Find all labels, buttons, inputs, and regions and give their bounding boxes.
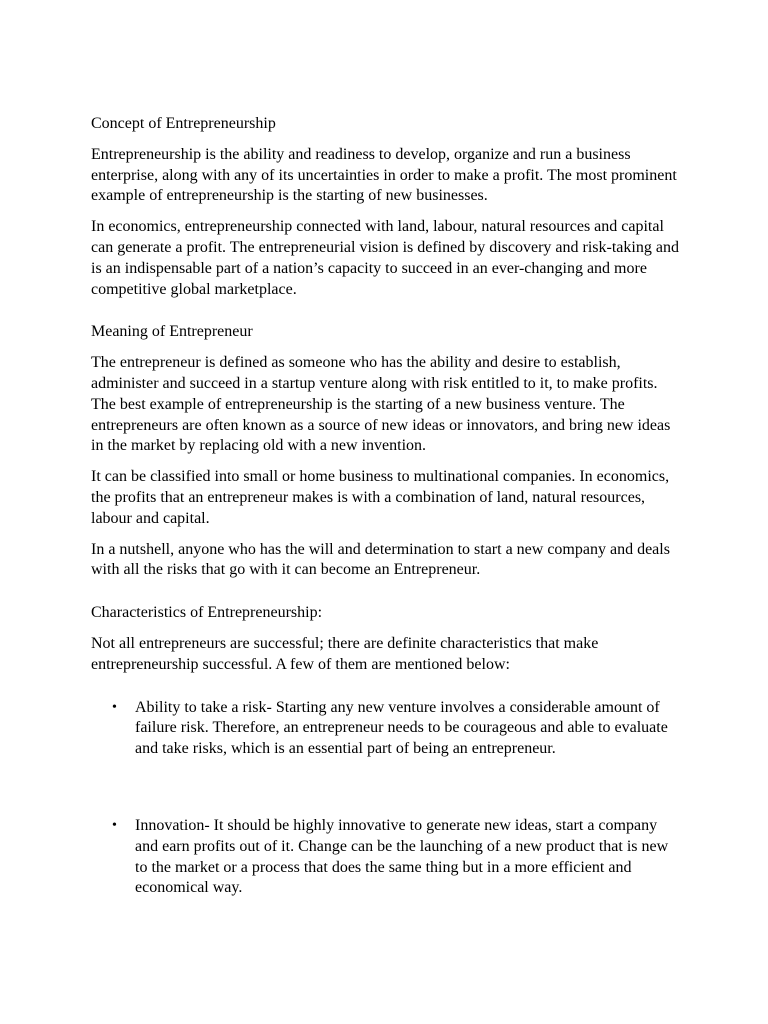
concept-paragraph-1: Entrepreneurship is the ability and readiness to develop, organize and run a business enterprise, along with any of its uncertainties in order to make a profit. The most prominent example of entrepreneurship is the starting of new businesses. bbox=[91, 145, 677, 205]
characteristics-heading: Characteristics of Entrepreneurship: bbox=[91, 604, 323, 622]
meaning-paragraph-1: The entrepreneur is defined as someone who has the ability and desire to establish, administer and succeed in a startup venture along with risk entitled to it, to make profits. The best example of entrepreneurship is the starting of a new business venture. The entrepreneurs are often known as a source of new ideas or innovators, and bring new ideas in the market by replacing old with a new invention. bbox=[91, 354, 671, 455]
meaning-heading: Meaning of Entrepreneur bbox=[91, 323, 253, 341]
characteristics-list bbox=[91, 698, 679, 900]
bullet-icon: • bbox=[112, 817, 117, 833]
list-item-text: Innovation- It should be highly innovative to generate new ideas, start a company and earn profits out of it. Change can be the launching of a new product that is new to the market or a process that does the same thing but in a more efficient and economical way. bbox=[135, 816, 669, 897]
bullet-icon: • bbox=[112, 699, 117, 715]
list-item-text: Ability to take a risk- Starting any new venture involves a considerable amount of failure risk. Therefore, an entrepreneur needs to be courageous and able to evaluate and take risks, which is an essential part of being an entrepreneur. bbox=[135, 698, 668, 758]
concept-heading: Concept of Entrepreneurship bbox=[91, 115, 276, 132]
characteristics-intro: Not all entrepreneurs are successful; there are definite characteristics that make entrepreneurship successful. A few of them are mentioned below: bbox=[91, 634, 599, 673]
meaning-paragraph-3: In a nutshell, anyone who has the will and determination to start a new company and deals with all the risks that go with it can become an Entrepreneur. bbox=[91, 540, 670, 579]
list-item bbox=[91, 698, 679, 760]
concept-paragraph-2: In economics, entrepreneurship connected with land, labour, natural resources and capital can generate a profit. The entrepreneurial vision is defined by discovery and risk-taking and is an indispensable part of a nation’s capacity to succeed in an ever-changing and more competitive global marketplace. bbox=[91, 218, 679, 298]
document-page bbox=[91, 114, 679, 955]
list-item bbox=[91, 816, 679, 899]
meaning-paragraph-2: It can be classified into small or home business to multinational companies. In economics, the profits that an entrepreneur makes is with a combination of land, natural resources, labour and capital. bbox=[91, 468, 670, 527]
